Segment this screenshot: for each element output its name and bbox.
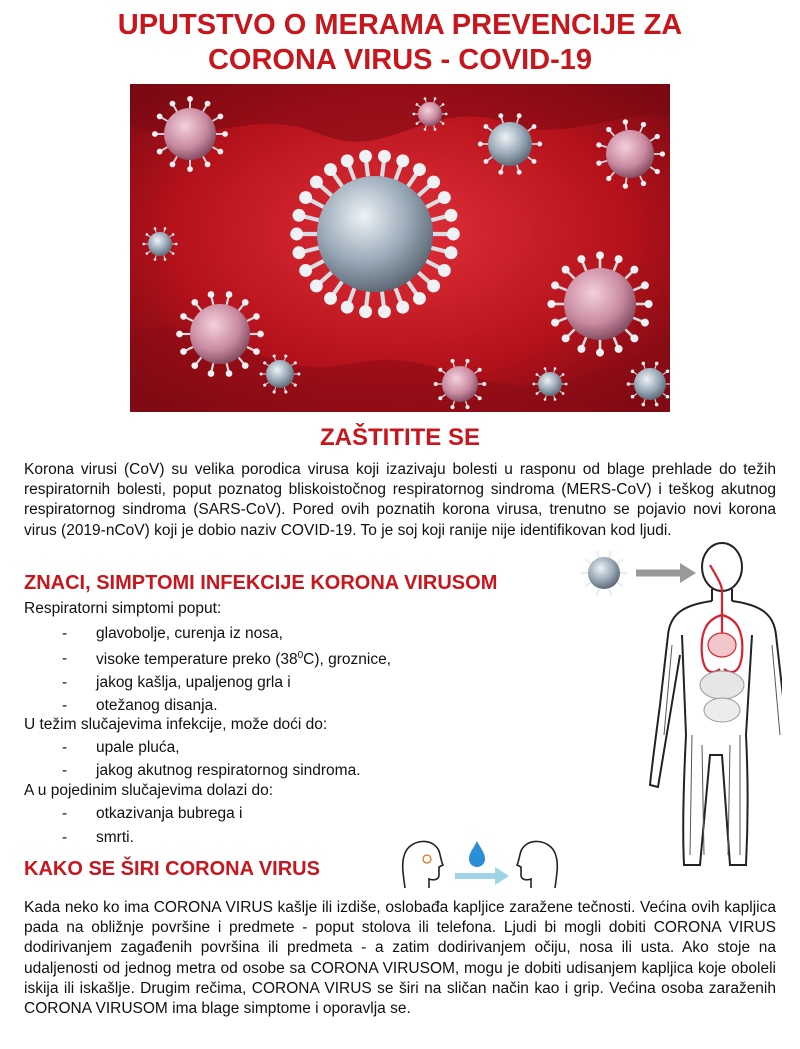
healthy-person-head-icon [517, 841, 557, 888]
intro-paragraph: Korona virusi (CoV) su velika porodica virusa koji izazivaju bolesti u rasponu od blage prehlade do težih respiratornih bolesti, poput poznatog bliskoistočnog respiratornog sindroma (MERS-CoV) i teškog akutnog respiratornog sindroma (SARS-CoV). Pored ovih poznatih korona virusa, trenutno se pojavio novi korona virus (2019-nCoV) koji je dobio naziv COVID-19. To je soj koji ranije nije identifikovan kod ljudi. [24, 461, 776, 539]
temperature-text: visoke temperature preko (38 [96, 651, 298, 669]
list-item: otkazivanja bubrega i [96, 805, 243, 822]
spread-paragraph: Kada neko ko ima CORONA VIRUS kašlje ili izdiše, oslobađa kapljice zaražene tečnosti. Većina ovih kapljica pada na obližnje površine i predmete - poput stolova ili telefona. Ljudi bi mogli dobiti CORONA VIRUS dodirivanjem zagađenih površina ili predmeta - a zatim dodirivanjem očiju, nosa ili usta. Ako stoje na udaljenosti od jednog metra od osobe sa CORONA VIRUSOM, mogu je dobiti udisanjem kapljica koje oboleli iskija ili iskašlje. Drugim rečima, CORONA VIRUS se širi na sličan način kao i grip. Većina osoba zaraženih CORONA VIRUSOM ima blage simptome i oporavlja se. [24, 899, 776, 1018]
droplet-icon [469, 841, 485, 867]
severe-intro: U težim slučajevima infekcije, može doći do: [24, 716, 328, 733]
list-item: otežanog disanja. [96, 697, 218, 714]
coronavirus-hero-image [130, 84, 670, 412]
list-item: smrti. [96, 829, 134, 846]
respiratory-intro: Respiratorni simptomi poput: [24, 600, 222, 617]
degree-superscript: 0 [297, 650, 304, 661]
spread-heading: KAKO SE ŠIRI CORONA VIRUS [24, 858, 320, 880]
title-line-1: UPUTSTVO O MERAMA PREVENCIJE ZA [117, 9, 683, 41]
temperature-suffix: C), groznice, [303, 651, 392, 669]
list-item: glavobolje, curenja iz nosa, [96, 625, 283, 642]
human-body-illustration [572, 535, 782, 875]
title-line-2: CORONA VIRUS - COVID-19 [207, 44, 593, 76]
sick-person-head-icon [403, 841, 443, 888]
list-dash: - [62, 650, 68, 667]
list-item-temperature [96, 650, 391, 669]
droplet-transmission-illustration [395, 833, 565, 893]
list-dash: - [62, 697, 68, 714]
list-dash: - [62, 829, 68, 846]
small-virus-icon [581, 551, 628, 596]
protect-heading: ZAŠTITITE SE [319, 424, 480, 451]
symptoms-heading: ZNACI, SIMPTOMI INFEKCIJE KORONA VIRUSOM [24, 572, 498, 594]
rare-intro: A u pojedinim slučajevima dolazi do: [24, 782, 273, 799]
list-dash: - [62, 762, 68, 779]
list-dash: - [62, 625, 68, 642]
list-dash: - [62, 805, 68, 822]
list-item: jakog akutnog respiratornog sindroma. [96, 762, 361, 779]
list-item: jakog kašlja, upaljenog grla i [96, 674, 291, 691]
arrow-right-icon [455, 867, 509, 885]
page-title [0, 8, 800, 78]
list-dash: - [62, 739, 68, 756]
list-item: upale pluća, [96, 739, 180, 756]
list-dash: - [62, 674, 68, 691]
